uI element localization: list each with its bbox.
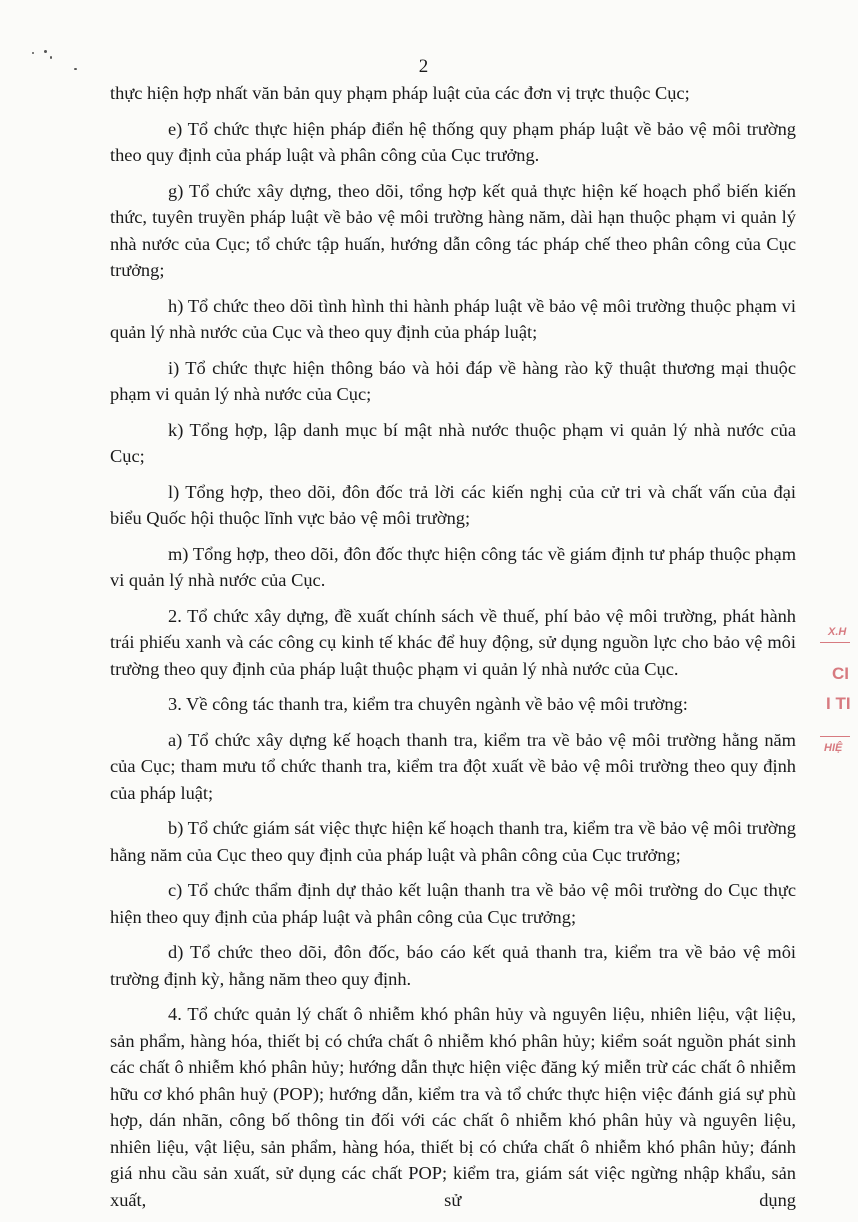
paragraph: b) Tổ chức giám sát việc thực hiện kế hoạch thanh tra, kiểm tra về bảo vệ môi trường hằng năm của Cục theo quy định của pháp luật và phân công của Cục trưởng;	[110, 818, 796, 865]
stamp-text: CI	[832, 664, 849, 683]
paragraph: d) Tổ chức theo dõi, đôn đốc, báo cáo kết quả thanh tra, kiểm tra về bảo vệ môi trường định kỳ, hằng năm theo quy định.	[110, 942, 796, 989]
stamp-text: HIỆ	[824, 742, 843, 754]
red-stamp-edge	[818, 612, 858, 802]
paragraph: 3. Về công tác thanh tra, kiểm tra chuyên ngành về bảo vệ môi trường:	[168, 694, 688, 714]
stamp-text: I TI	[826, 694, 851, 713]
paragraph: h) Tổ chức theo dõi tình hình thi hành pháp luật về bảo vệ môi trường thuộc phạm vi quản lý nhà nước của Cục và theo quy định của pháp luật;	[110, 295, 796, 342]
document-body	[110, 80, 796, 1222]
paragraph: thực hiện hợp nhất văn bản quy phạm pháp luật của các đơn vị trực thuộc Cục;	[110, 83, 690, 103]
paragraph: k) Tổng hợp, lập danh mục bí mật nhà nước thuộc phạm vi quản lý nhà nước của Cục;	[110, 419, 796, 466]
stamp-text: X.H	[828, 626, 847, 638]
paragraph: l) Tổng hợp, theo dõi, đôn đốc trả lời các kiến nghị của cử tri và chất vấn của đại biểu Quốc hội thuộc lĩnh vực bảo vệ môi trường;	[110, 481, 796, 528]
paragraph: 2. Tổ chức xây dựng, đề xuất chính sách về thuế, phí bảo vệ môi trường, phát hành trái phiếu xanh và các công cụ kinh tế khác để huy động, sử dụng nguồn lực cho bảo vệ môi trường theo quy định của pháp luật thuộc phạm vi quản lý nhà nước của Cục.	[110, 605, 796, 679]
page-number: 2	[418, 56, 429, 77]
paragraph: 4. Tổ chức quản lý chất ô nhiễm khó phân hủy và nguyên liệu, nhiên liệu, vật liệu, sản phẩm, hàng hóa, thiết bị có chứa chất ô nhiễm khó phân hủy; kiểm soát nguồn phát sinh các chất ô nhiễm khó phân hủy; hướng dẫn thực hiện việc đăng ký miễn trừ các chất ô nhiễm hữu cơ khó phân huỷ (POP); hướng dẫn, kiểm tra và tổ chức thực hiện việc đánh giá sự phù hợp, dán nhãn, công bố thông tin đối với các chất ô nhiễm khó phân hủy và nguyên liệu, nhiên liệu, vật liệu, sản phẩm, hàng hóa, thiết bị có chứa chất ô nhiễm khó phân hủy; đánh giá nhu cầu sản xuất, sử dụng các chất POP; kiểm tra, giám sát việc ngừng nhập khẩu, sản xuất, sử dụng	[110, 1004, 796, 1210]
paragraph: i) Tổ chức thực hiện thông báo và hỏi đáp về hàng rào kỹ thuật thương mại thuộc phạm vi quản lý nhà nước của Cục;	[110, 357, 796, 404]
paragraph: c) Tổ chức thẩm định dự thảo kết luận thanh tra về bảo vệ môi trường do Cục thực hiện theo quy định của pháp luật và phân công của Cục trưởng;	[110, 880, 796, 927]
paragraph: e) Tổ chức thực hiện pháp điển hệ thống quy phạm pháp luật về bảo vệ môi trường theo quy định của pháp luật và phân công của Cục trưởng.	[110, 118, 796, 165]
paragraph: m) Tổng hợp, theo dõi, đôn đốc thực hiện công tác về giám định tư pháp thuộc phạm vi quản lý nhà nước của Cục.	[110, 543, 796, 590]
paragraph: g) Tổ chức xây dựng, theo dõi, tổng hợp kết quả thực hiện kế hoạch phổ biến kiến thức, tuyên truyền pháp luật về bảo vệ môi trường hàng năm, dài hạn thuộc phạm vi quản lý nhà nước của Cục; tổ chức tập huấn, hướng dẫn công tác pháp chế theo phân công của Cục trưởng;	[110, 180, 796, 280]
paragraph: a) Tổ chức xây dựng kế hoạch thanh tra, kiểm tra về bảo vệ môi trường hằng năm của Cục; tham mưu tổ chức thanh tra, kiểm tra đột xuất về bảo vệ môi trường theo quy định của pháp luật;	[110, 729, 796, 803]
